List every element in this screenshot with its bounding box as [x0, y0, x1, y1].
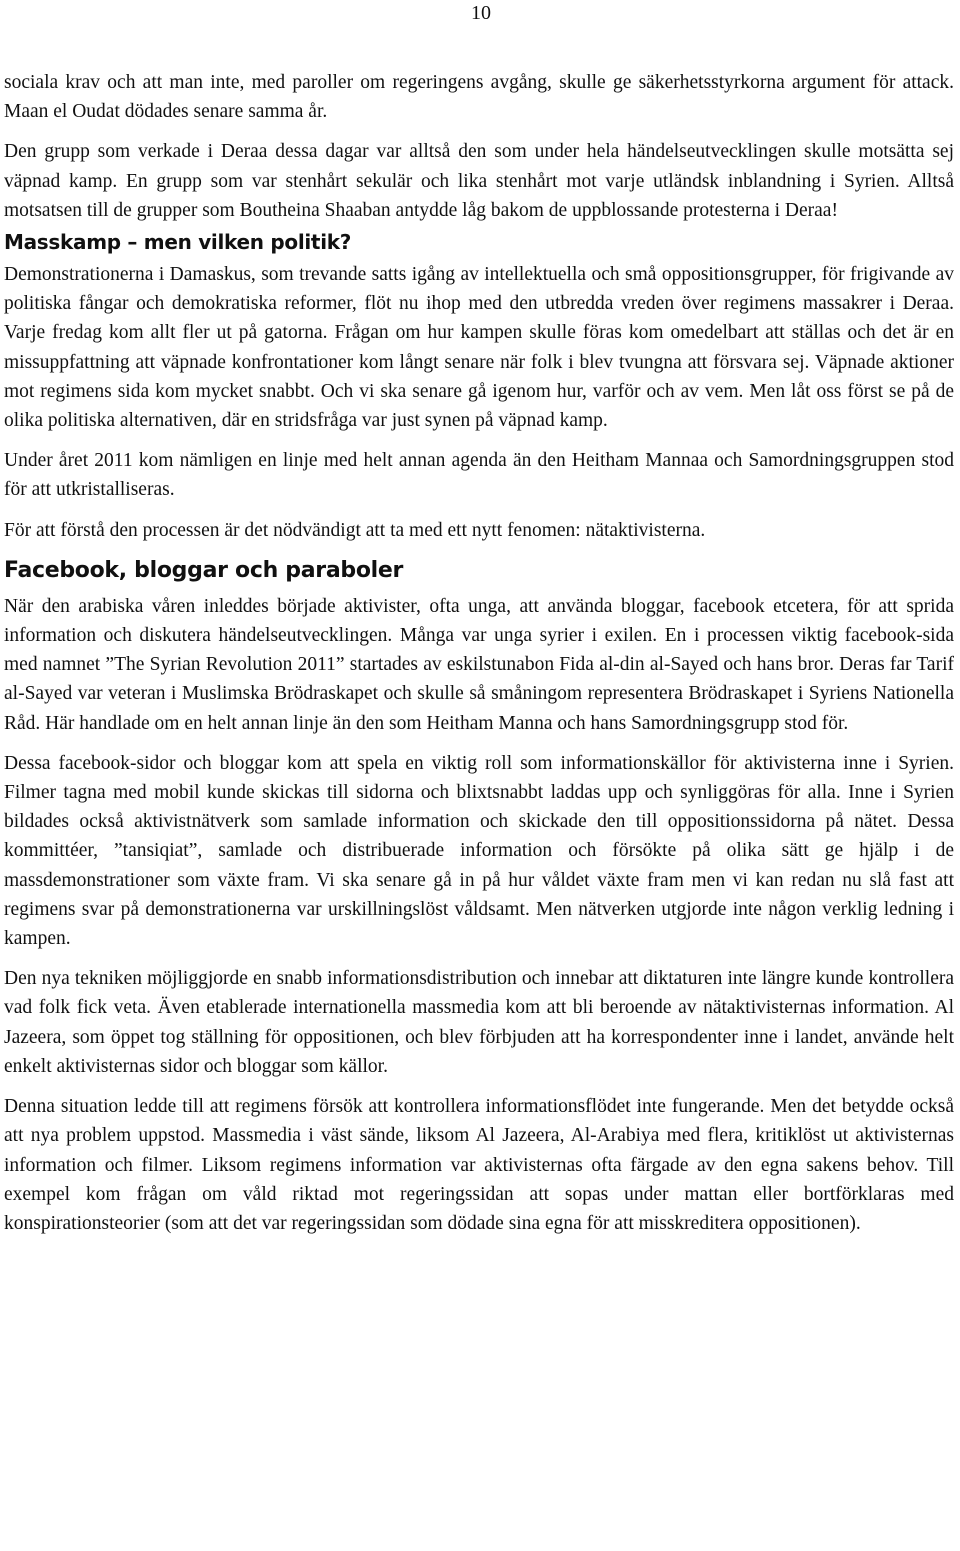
intro-paragraph-1: sociala krav och att man inte, med paroller om regeringens avgång, skulle ge säkerhetsstyrkorna argument för attack. Maan el Oudat dödades senare samma år. — [4, 72, 954, 123]
section-2-paragraph-4: Denna situation ledde till att regimens försök att kontrollera informationsflödet inte fungerande. Men det betydde också att nya problem uppstod. Massmedia i väst sände, liksom Al Jazeera, Al-Arabiya med flera, kritiklöst ut aktivisternas information och filmer. Liksom regimens information var aktivisternas ofta färgade av den egna sakens behov. Till exempel kom frågan om våld riktad mot regeringssidan att sopas under mattan eller bortförklaras med konspirationsteorier (som att det var regeringssidan som dödade sina egna för att misskreditera oppositionen). — [4, 1096, 954, 1234]
section-2-paragraph-2: Dessa facebook-sidor och bloggar kom att spela en viktig roll som informationskällor för aktivisterna inne i Syrien. Filmer tagna med mobil kunde skickas till sidorna och blixtsnabbt laddas upp och synliggöras för alla. Inne i Syrien bildades också aktivistnätverk som samlade information och skickade den till oppositionssidorna på nätet. Dessa kommittéer, ”tansiqiat”, samlade och distribuerade information och försökte på olika sätt ge hjälp i de massdemonstrationer som växte fram. Vi ska senare gå in på hur våldet växte fram men vi kan redan nu slå fast att regimens svar på demonstrationerna var urskillningslöst våldsamt. Men nätverken utgjorde inte någon verklig ledning i kampen. — [4, 752, 954, 950]
intro-paragraph-2: Den grupp som verkade i Deraa dessa dagar var alltså den som under hela händelseutvecklingen skulle motsätta sej väpnad kamp. En grupp som var stenhårt sekulär och lika stenhårt mot varje utländsk inblandning i Syrien. Alltså motsatsen till de grupper som Boutheina Shaaban antydde låg bakom de uppblossande protesterna i Deraa! — [4, 141, 954, 221]
section-heading-facebook: Facebook, bloggar och paraboler — [4, 557, 404, 583]
section-heading-masskamp: Masskamp – men vilken politik? — [4, 230, 352, 255]
section-2-paragraph-3: Den nya tekniken möjliggjorde en snabb informationsdistribution och innebar att diktaturen inte längre kunde kontrollera vad folk fick veta. Även etablerade internationella massmedia kom att bli beroende av nätaktivisternas information. Al Jazeera, som öppet tog ställning för oppositionen, och blev förbjuden att ha korrespondenter inne i landet, använde helt enkelt aktivisternas sidor och bloggar som källor. — [4, 968, 954, 1077]
section-1-paragraph-3: För att förstå den processen är det nödvändigt att ta med ett nytt fenomen: nätaktivisterna. — [4, 519, 706, 541]
section-1-paragraph-2: Under året 2011 kom nämligen en linje med helt annan agenda än den Heitham Mannaa och Samordningsgruppen stod för att utkristalliseras. — [4, 450, 954, 501]
document-body — [4, 68, 954, 1249]
page-number: 10 — [471, 2, 491, 24]
section-1-paragraph-1: Demonstrationerna i Damaskus, som trevande satts igång av intellektuella och små oppositionsgrupper, för frigivande av politiska fångar och demokratiska reformer, flöt nu ihop med den utbredda vreden över regimens massakrer i Deraa. Varje fredag kom allt fler ut på gatorna. Frågan om hur kampen skulle föras kom omedelbart att ställas och det är en missuppfattning att väpnade konfrontationer kom långt senare när folk i blev tvungna att försvara sej. Väpnade aktioner mot regimens sida kom mycket snabbt. Och vi ska senare gå igenom hur, varför och av vem. Men låt oss först se på de olika politiska alternativen, där en stridsfråga var just synen på väpnad kamp. — [4, 264, 954, 432]
section-2-paragraph-1: När den arabiska våren inleddes började aktivister, ofta unga, att använda bloggar, facebook etcetera, för att sprida information och diskutera händelseutvecklingen. Många var unga syrier i exilen. En i processen viktig facebook-sida med namnet ”The Syrian Revolution 2011” startades av eskilstunabon Fida al-din al-Sayed och hans bror. Deras far Tarif al-Sayed var veteran i Muslimska Brödraskapet och skulle så småningom representera Brödraskapet i Syriens Nationella Råd. Här handlade om en helt annan linje än den som Heitham Manna och hans Samordningsgrupp stod för. — [4, 595, 954, 734]
